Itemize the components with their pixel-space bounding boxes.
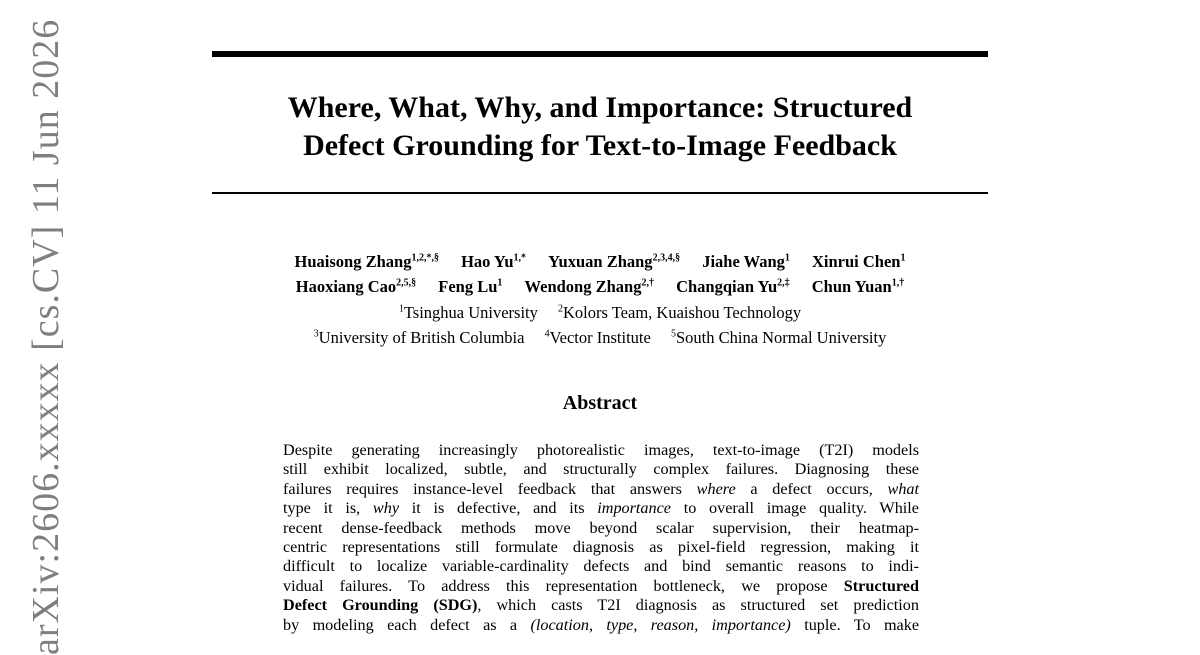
abstract-text-run: a defect occurs, <box>735 479 888 498</box>
title-top-rule <box>212 51 988 57</box>
abstract-text-run: tuple. To make <box>790 615 919 634</box>
abstract-text-run: where <box>696 479 736 498</box>
author: Hao $Yu^{1,*}$ <box>461 251 527 271</box>
abstract-line <box>283 577 919 596</box>
abstract-heading: Abstract <box>562 392 638 414</box>
abstract-text-run: by modeling each defect as a <box>283 615 531 634</box>
abstract-text-run: , which casts T2I diagnosis as structured set prediction <box>477 596 919 615</box>
abstract-line <box>283 441 919 460</box>
abstract-line <box>283 519 919 538</box>
abstract-text-run: Despite generating increasingly photorealistic images, text-to-image (T2I) models <box>283 441 919 459</box>
author-row-2 <box>212 273 988 299</box>
author: Wendong Zhang$^{2,\dagger}$ <box>524 277 654 296</box>
abstract-text-run: difficult to localize variable-cardinality defects and bind semantic reasons to indi- <box>283 557 919 576</box>
abstract-text-run: centric representations still formulate diagnosis as pixel-field regression, making it <box>283 538 919 557</box>
abstract-text-run: recent dense-feedback methods move beyond scalar supervision, their heatmap- <box>283 518 919 537</box>
affiliation-row-2 <box>212 324 988 350</box>
author: Feng Lu$^1$ <box>438 277 503 296</box>
title-bottom-rule <box>212 192 988 194</box>
affiliation: $^2$Kolors Team, Kuaishou Technology <box>558 302 802 322</box>
author: Changqian $Yu^{2,\ddagger}$ <box>676 277 790 296</box>
abstract-text-run: Defect Grounding (SDG) <box>283 596 478 615</box>
abstract-text-run: it is defective, and its <box>399 499 598 518</box>
arxiv-sidebar-stamp: arXiv:2606.xxxxx [cs.CV] 11 Jun 2026 <box>25 18 67 655</box>
abstract-text-run: Structured <box>843 576 919 595</box>
paper-title <box>212 89 988 165</box>
affiliation: $^5$South China Normal University <box>670 328 887 347</box>
abstract-line <box>283 538 919 557</box>
author: Jiahe Wang$^1$ <box>702 251 790 271</box>
abstract-text-run: why <box>372 499 399 518</box>
abstract-line <box>283 557 919 576</box>
author: Xinrui Chen$^1$ <box>812 251 906 271</box>
author-row-1 <box>212 247 988 273</box>
affiliation-row-1 <box>212 298 988 324</box>
abstract-text-run: still exhibit localized, subtle, and structurally complex failures. Diagnosing these <box>283 460 919 479</box>
abstract-line <box>283 499 919 518</box>
abstract-line <box>283 460 919 479</box>
abstract-line <box>283 480 919 499</box>
affiliation: $^1$Tsinghua University <box>398 302 538 322</box>
abstract-text-run: importance <box>597 499 671 518</box>
affiliation: $^4$Vector Institute <box>544 328 651 347</box>
abstract-line <box>283 596 919 615</box>
abstract-text-run: failures requires instance-level feedback that answers <box>283 479 697 498</box>
author: Chun Yuan$^{1,\dagger}$ <box>811 277 905 296</box>
title-line-1: Where, What, Why, and Importance: Structured <box>287 91 913 124</box>
abstract-body <box>283 441 919 635</box>
title-line-2: Defect Grounding for Text-to-Image Feedback <box>303 129 897 162</box>
abstract-text-run: (location, type, reason, importance) <box>530 615 791 634</box>
author: Yuxuan Zhang$^{2,3,4,\S}$ <box>548 251 681 271</box>
abstract-text-run: what <box>887 479 919 498</box>
author-block <box>212 247 988 349</box>
abstract-text-run: vidual failures. To address this representation bottleneck, we propose <box>283 576 844 595</box>
affiliation: $^3$University of British Columbia <box>313 328 525 347</box>
author: Huaisong Zhang$^{1,2,*,\S}$ <box>294 251 439 271</box>
author: Haoxiang Cao$^{2,5,\S}$ <box>295 277 417 296</box>
abstract-text-run: to overall image quality. While <box>670 499 919 518</box>
abstract-line <box>283 616 919 635</box>
abstract-text-run: type it is, <box>283 499 373 518</box>
